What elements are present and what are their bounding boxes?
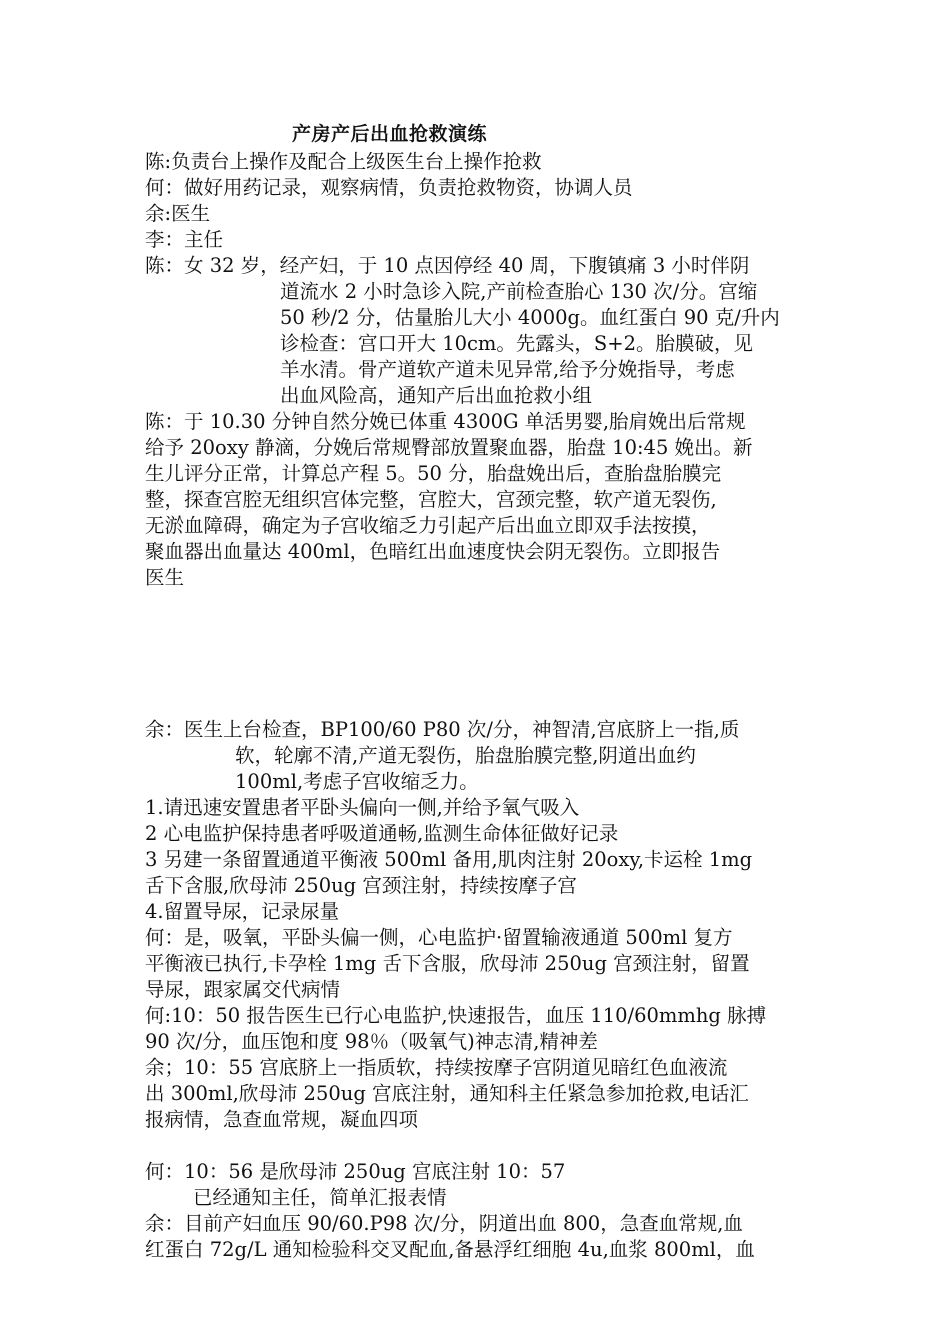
paragraph-line: 生儿评分正常，计算总产程 5。50 分，胎盘娩出后，查胎盘胎膜完: [145, 462, 722, 485]
role-line: 何：做好用药记录，观察病情，负责抢救物资，协调人员: [145, 176, 633, 199]
paragraph-line: 余：医生上台检查，BP100/60 P80 次/分，神智清,宫底脐上一指,质: [145, 718, 740, 741]
paragraph-line: 无淤血障碍，确定为子宫收缩乏力引起产后出血立即双手法按摸，: [145, 514, 711, 537]
paragraph-line: 给予 20oxy 静滴，分娩后常规臀部放置聚血器，胎盘 10:45 娩出。新: [145, 436, 753, 459]
role-line: 李：主任: [145, 228, 224, 251]
paragraph-line: 90 次/分，血压饱和度 98％（吸氧气)神志清,精神差: [145, 1030, 598, 1053]
role-line: 余:医生: [145, 202, 211, 225]
role-line: 陈:负责台上操作及配合上级医生台上操作抢救: [145, 150, 542, 173]
document-title: 产房产后出血抢救演练: [292, 123, 488, 145]
paragraph-line: 出 300ml,欣母沛 250ug 宫底注射，通知科主任紧急参加抢救,电话汇: [145, 1082, 749, 1105]
order-line: 1.请迅速安置患者平卧头偏向一侧,并给予氧气吸入: [145, 796, 580, 819]
paragraph-line: 已经通知主任，简单汇报表情: [193, 1186, 447, 1209]
paragraph-line: 报病情，急查血常规，凝血四项: [145, 1108, 419, 1131]
paragraph-line: 何：10：56 是欣母沛 250ug 宫底注射 10：57: [145, 1160, 566, 1183]
paragraph-line: 聚血器出血量达 400ml，色暗红出血速度快会阴无裂伤。立即报告: [145, 540, 721, 563]
doctor-exam-paragraph: [145, 717, 810, 795]
case-history-paragraph: [145, 253, 810, 409]
paragraph-line: 羊水清。骨产道软产道未见异常,给予分娩指导，考虑: [280, 358, 735, 381]
paragraph-line: 红蛋白 72g/L 通知检验科交叉配血,备悬浮红细胞 4u,血浆 800ml，血: [145, 1238, 755, 1261]
paragraph-line: 陈：女 32 岁，经产妇，于 10 点因停经 40 周，下腹镇痛 3 小时伴阴: [145, 254, 750, 277]
injection-paragraph: [145, 1159, 810, 1211]
paragraph-line: 平衡液已执行,卡孕栓 1mg 舌下含服，欣母沛 250ug 宫颈注射，留置: [145, 952, 750, 975]
delivery-paragraph: [145, 409, 810, 591]
paragraph-line: 100ml,考虑子宫收缩乏力。: [235, 770, 479, 793]
paragraph-line: 导尿，跟家属交代病情: [145, 978, 341, 1001]
document-page: [145, 119, 810, 1263]
blank-space: [145, 1133, 810, 1159]
role-list: [145, 149, 810, 253]
orders-list: [145, 795, 810, 925]
paragraph-line: 出血风险高，通知产后出血抢救小组: [280, 384, 593, 407]
paragraph-line: 医生: [145, 566, 185, 589]
execution-paragraph: [145, 925, 810, 1003]
paragraph-line: 诊检查：宫口开大 10cm。先露头，S+2。胎膜破，见: [280, 332, 754, 355]
blank-space: [145, 591, 810, 717]
order-line: 舌下含服,欣母沛 250ug 宫颈注射，持续按摩子宫: [145, 874, 577, 897]
paragraph-line: 50 秒/2 分，估量胎儿大小 4000g。血红蛋白 90 克/升内: [280, 306, 780, 329]
paragraph-line: 何:10：50 报告医生已行心电监护,快速报告，血压 110/60mmhg 脉搏: [145, 1004, 767, 1027]
status-paragraph: [145, 1211, 810, 1263]
paragraph-line: 整，探查宫腔无组织宫体完整，宫腔大，宫颈完整，软产道无裂伤,: [145, 488, 717, 511]
massage-paragraph: [145, 1055, 810, 1133]
order-line: 3 另建一条留置通道平衡液 500ml 备用,肌肉注射 20oxy,卡运栓 1mg: [145, 848, 753, 871]
order-line: 4.留置导尿，记录尿量: [145, 900, 340, 923]
order-line: 2 心电监护保持患者呼吸道通畅,监测生命体征做好记录: [145, 822, 619, 845]
paragraph-line: 余：目前产妇血压 90/60.P98 次/分，阴道出血 800，急查血常规,血: [145, 1212, 743, 1235]
paragraph-line: 软，轮廓不清,产道无裂伤，胎盘胎膜完整,阴道出血约: [235, 744, 696, 767]
monitoring-report-paragraph: [145, 1003, 810, 1055]
paragraph-line: 何：是，吸氧，平卧头偏一侧，心电监护·留置输液通道 500ml 复方: [145, 926, 733, 949]
paragraph-line: 道流水 2 小时急诊入院,产前检查胎心 130 次/分。宫缩: [280, 280, 758, 303]
paragraph-line: 余；10：55 宫底脐上一指质软，持续按摩子宫阴道见暗红色血液流: [145, 1056, 728, 1079]
paragraph-line: 陈：于 10.30 分钟自然分娩已体重 4300G 单活男婴,胎肩娩出后常规: [145, 410, 746, 433]
